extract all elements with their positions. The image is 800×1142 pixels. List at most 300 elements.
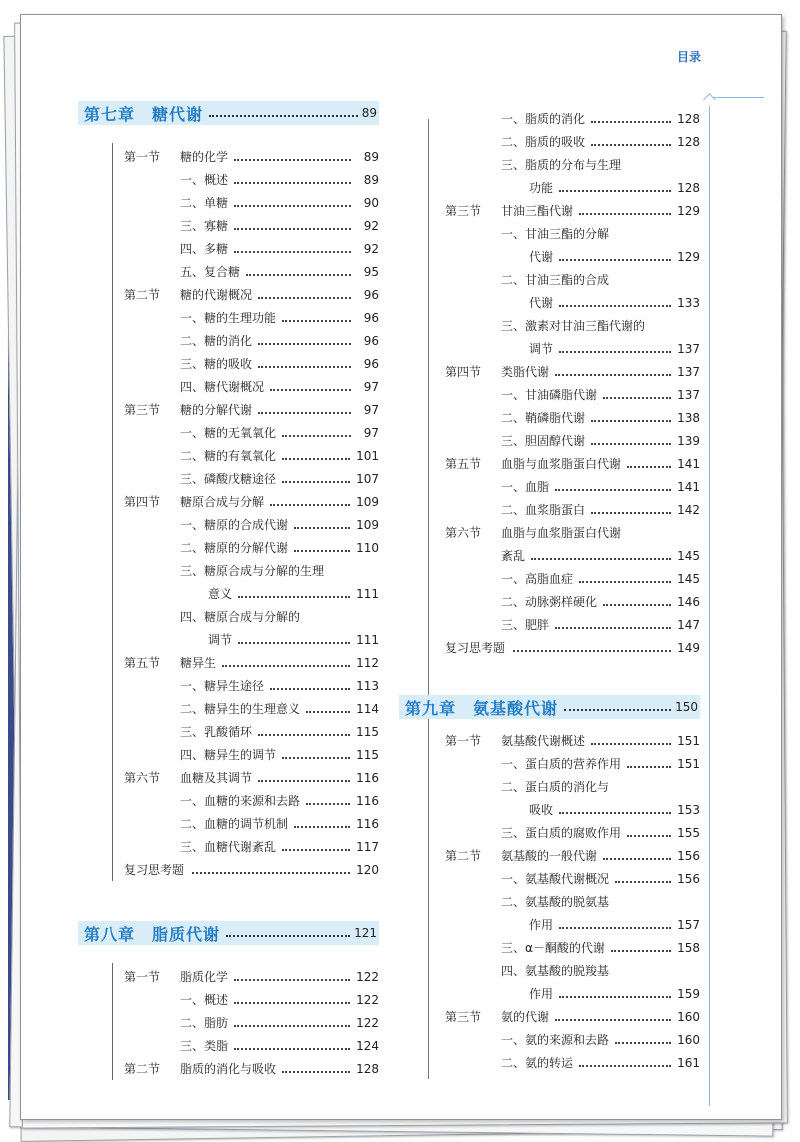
leader-dots — [294, 527, 350, 529]
chapter-page-number: 121 — [354, 926, 377, 940]
entry-title: 血脂与血浆脂蛋白代谢 — [501, 457, 622, 471]
entry-page-number: 116 — [356, 794, 379, 808]
entry-title: 二、糖异生的生理意义 — [180, 702, 301, 716]
entry-title: 一、概述 — [180, 173, 229, 187]
entry-page-number: 116 — [356, 771, 379, 785]
entry-title: 二、脂质的吸收 — [501, 135, 586, 149]
entry-page-number: 137 — [677, 342, 700, 356]
section-entry[interactable] — [180, 147, 379, 167]
subsection-entry — [180, 561, 379, 581]
entry-title: 二、甘油三酯的合成 — [501, 273, 610, 287]
subsection-entry[interactable] — [180, 745, 379, 765]
entry-title: 一、甘油三酯的分解 — [501, 227, 610, 241]
section-number: 第二节 — [124, 288, 161, 302]
entry-page-number: 114 — [356, 702, 379, 716]
subsection-entry[interactable] — [501, 823, 700, 843]
leader-dots — [234, 1048, 350, 1050]
entry-title: 四、多糖 — [180, 242, 229, 256]
subsection-entry[interactable] — [501, 132, 700, 152]
entry-title: 调节 — [529, 342, 554, 356]
leader-dots — [591, 512, 671, 514]
review-entry[interactable] — [186, 860, 379, 880]
leader-dots — [258, 780, 350, 782]
entry-title: 三、血糖代谢紊乱 — [180, 840, 277, 854]
entry-page-number: 89 — [363, 173, 379, 187]
entry-title: 三、脂质的分布与生理 — [501, 158, 622, 172]
subsection-entry[interactable] — [501, 477, 700, 497]
leader-dots — [258, 366, 351, 368]
subsection-entry[interactable] — [529, 800, 700, 820]
section-entry — [501, 523, 700, 543]
subsection-entry — [501, 777, 700, 797]
subsection-entry[interactable] — [180, 377, 379, 397]
entry-page-number: 97 — [363, 380, 379, 394]
section-number: 第三节 — [445, 204, 482, 218]
leader-dots — [579, 213, 671, 215]
section-entry[interactable] — [180, 768, 379, 788]
entry-page-number: 149 — [677, 641, 700, 655]
subsection-entry — [501, 961, 700, 981]
leader-dots — [234, 251, 351, 253]
entry-title: 一、糖的无氧氧化 — [180, 426, 277, 440]
subsection-entry[interactable] — [180, 1036, 379, 1056]
entry-title: 四、糖代谢概况 — [180, 380, 265, 394]
entry-page-number: 111 — [356, 587, 379, 601]
entry-title: 血脂与血浆脂蛋白代谢 — [501, 526, 622, 540]
leader-dots — [591, 144, 671, 146]
leader-dots — [258, 734, 350, 736]
subsection-entry[interactable] — [180, 814, 379, 834]
entry-page-number: 128 — [677, 112, 700, 126]
subsection-entry[interactable] — [180, 791, 379, 811]
review-entry[interactable] — [507, 638, 700, 658]
leader-dots — [282, 1071, 350, 1073]
leader-dots — [270, 389, 351, 391]
leader-dots — [559, 927, 671, 929]
leader-dots — [559, 351, 671, 353]
entry-title: 一、糖原的合成代谢 — [180, 518, 289, 532]
entry-page-number: 92 — [363, 242, 379, 256]
entry-title: 二、氨基酸的脱氨基 — [501, 895, 610, 909]
entry-page-number: 160 — [677, 1033, 700, 1047]
entry-page-number: 128 — [677, 181, 700, 195]
entry-page-number: 128 — [677, 135, 700, 149]
entry-page-number: 97 — [363, 403, 379, 417]
leader-dots — [513, 650, 671, 652]
leader-dots — [234, 182, 351, 184]
section-entry[interactable] — [180, 653, 379, 673]
entry-title: 功能 — [529, 181, 554, 195]
entry-page-number: 115 — [356, 725, 379, 739]
entry-page-number: 113 — [356, 679, 379, 693]
leader-dots — [209, 115, 358, 117]
section-number: 第五节 — [445, 457, 482, 471]
entry-page-number: 129 — [677, 204, 700, 218]
entry-title: 作用 — [529, 987, 554, 1001]
entry-title: 一、脂质的消化 — [501, 112, 586, 126]
entry-title: 三、激素对甘油三酯代谢的 — [501, 319, 646, 333]
entry-page-number: 109 — [356, 495, 379, 509]
chapter-page-number: 150 — [675, 700, 698, 714]
entry-title: 四、氨基酸的脱羧基 — [501, 964, 610, 978]
section-entry[interactable] — [180, 1059, 379, 1079]
entry-page-number: 139 — [677, 434, 700, 448]
entry-title: 类脂代谢 — [501, 365, 550, 379]
subsection-entry[interactable] — [501, 546, 700, 566]
entry-page-number: 137 — [677, 365, 700, 379]
leader-dots — [555, 1019, 671, 1021]
entry-page-number: 96 — [363, 311, 379, 325]
subsection-entry — [501, 892, 700, 912]
leader-dots — [555, 374, 671, 376]
subsection-entry[interactable] — [180, 331, 379, 351]
chapter-8-heading[interactable] — [78, 921, 379, 945]
leader-dots — [234, 159, 351, 161]
leader-dots — [258, 297, 351, 299]
subsection-entry[interactable] — [529, 247, 700, 267]
subsection-entry[interactable] — [529, 339, 700, 359]
leader-dots — [611, 950, 671, 952]
entry-title: 脂质化学 — [180, 970, 229, 984]
entry-page-number: 145 — [677, 572, 700, 586]
entry-title: 二、脂肪 — [180, 1016, 229, 1030]
entry-title: 作用 — [529, 918, 554, 932]
subsection-entry — [501, 316, 700, 336]
entry-page-number: 146 — [677, 595, 700, 609]
entry-page-number: 92 — [363, 219, 379, 233]
section-entry[interactable] — [180, 400, 379, 420]
section-entry[interactable] — [501, 454, 700, 474]
subsection-entry[interactable] — [529, 984, 700, 1004]
leader-dots — [603, 397, 671, 399]
entry-page-number: 89 — [363, 150, 379, 164]
leader-dots — [282, 757, 350, 759]
section-entry[interactable] — [501, 731, 700, 751]
entry-page-number: 95 — [363, 265, 379, 279]
entry-title: 一、糖的生理功能 — [180, 311, 277, 325]
entry-title: 二、血浆脂蛋白 — [501, 503, 586, 517]
subsection-entry[interactable] — [529, 293, 700, 313]
entry-page-number: 129 — [677, 250, 700, 264]
leader-dots — [282, 849, 350, 851]
leader-dots — [559, 259, 671, 261]
entry-title: 血糖及其调节 — [180, 771, 253, 785]
entry-page-number: 112 — [356, 656, 379, 670]
entry-page-number: 96 — [363, 288, 379, 302]
entry-title: 四、糖原合成与分解的 — [180, 610, 301, 624]
leader-dots — [591, 420, 671, 422]
entry-title: 糖的代谢概况 — [180, 288, 253, 302]
leader-dots — [258, 412, 351, 414]
entry-title: 一、概述 — [180, 993, 229, 1007]
entry-page-number: 157 — [677, 918, 700, 932]
entry-page-number: 128 — [356, 1062, 379, 1076]
entry-title: 代谢 — [529, 296, 554, 310]
section-number: 第四节 — [124, 495, 161, 509]
entry-title: 脂质的消化与吸收 — [180, 1062, 277, 1076]
entry-title: 二、氨的转运 — [501, 1056, 574, 1070]
entry-title: 氨的代谢 — [501, 1010, 550, 1024]
leader-dots — [238, 642, 350, 644]
subsection-entry[interactable] — [208, 584, 379, 604]
entry-title: 一、氨的来源和去路 — [501, 1033, 610, 1047]
leader-dots — [270, 688, 350, 690]
entry-title: 二、糖的有氧氧化 — [180, 449, 277, 463]
subsection-entry[interactable] — [529, 915, 700, 935]
section-number: 第二节 — [124, 1062, 161, 1076]
entry-title: 三、糖原合成与分解的生理 — [180, 564, 325, 578]
leader-dots — [238, 596, 350, 598]
entry-page-number: 90 — [363, 196, 379, 210]
subsection-entry[interactable] — [501, 431, 700, 451]
column-divider — [428, 119, 429, 1079]
section-entry[interactable] — [501, 201, 700, 221]
leader-dots — [222, 665, 350, 667]
entry-page-number: 156 — [677, 872, 700, 886]
leader-dots — [282, 458, 350, 460]
leader-dots — [579, 1065, 671, 1067]
section-number: 第三节 — [445, 1010, 482, 1024]
entry-title: 三、类脂 — [180, 1039, 229, 1053]
leader-dots — [603, 858, 671, 860]
entry-page-number: 158 — [677, 941, 700, 955]
subsection-entry — [501, 155, 700, 175]
subsection-entry — [180, 607, 379, 627]
section-number: 第五节 — [124, 656, 161, 670]
leader-dots — [192, 872, 350, 874]
entry-title: 糖异生 — [180, 656, 217, 670]
entry-title: 二、单糖 — [180, 196, 229, 210]
toc-page — [20, 14, 782, 1120]
entry-title: 三、乳酸循环 — [180, 725, 253, 739]
subsection-entry[interactable] — [180, 469, 379, 489]
subsection-entry[interactable] — [180, 676, 379, 696]
leader-dots — [270, 504, 350, 506]
subsection-entry[interactable] — [501, 1053, 700, 1073]
leader-dots — [234, 1025, 350, 1027]
entry-title: 三、蛋白质的腐败作用 — [501, 826, 622, 840]
entry-title: 二、血糖的调节机制 — [180, 817, 289, 831]
leader-dots — [531, 558, 671, 560]
section-entry[interactable] — [180, 285, 379, 305]
subsection-entry[interactable] — [180, 216, 379, 236]
entry-page-number: 96 — [363, 357, 379, 371]
subsection-entry[interactable] — [501, 869, 700, 889]
leader-dots — [591, 743, 671, 745]
entry-title: 三、糖的吸收 — [180, 357, 253, 371]
entry-title: 一、血糖的来源和去路 — [180, 794, 301, 808]
subsection-entry[interactable] — [180, 837, 379, 857]
entry-title: 糖原合成与分解 — [180, 495, 265, 509]
entry-title: 三、α－酮酸的代谢 — [501, 941, 605, 955]
section-number: 第一节 — [445, 734, 482, 748]
subsection-entry[interactable] — [180, 1013, 379, 1033]
entry-page-number: 147 — [677, 618, 700, 632]
leader-dots — [615, 881, 671, 883]
entry-title: 氨基酸的一般代谢 — [501, 849, 598, 863]
page-header-label: 目录 — [676, 50, 701, 64]
entry-page-number: 141 — [677, 457, 700, 471]
entry-title: 紊乱 — [501, 549, 526, 563]
leader-dots — [627, 835, 671, 837]
subsection-entry[interactable] — [501, 615, 700, 635]
entry-page-number: 109 — [356, 518, 379, 532]
subsection-entry[interactable] — [180, 538, 379, 558]
entry-page-number: 156 — [677, 849, 700, 863]
entry-title: 调节 — [208, 633, 233, 647]
entry-page-number: 153 — [677, 803, 700, 817]
leader-dots — [627, 466, 671, 468]
entry-title: 一、氨基酸代谢概况 — [501, 872, 610, 886]
chapter-9-heading[interactable] — [399, 695, 700, 719]
entry-title: 氨基酸代谢概述 — [501, 734, 586, 748]
subsection-entry[interactable] — [501, 408, 700, 428]
leader-dots — [234, 228, 351, 230]
entry-title: 意义 — [208, 587, 233, 601]
chapter-title: 第九章 氨基酸代谢 — [405, 698, 559, 718]
subsection-entry[interactable] — [180, 193, 379, 213]
section-entry[interactable] — [501, 362, 700, 382]
entry-title: 二、蛋白质的消化与 — [501, 780, 610, 794]
section-number: 第一节 — [124, 150, 161, 164]
entry-page-number: 155 — [677, 826, 700, 840]
entry-page-number: 101 — [356, 449, 379, 463]
entry-title: 一、高脂血症 — [501, 572, 574, 586]
leader-dots — [234, 1002, 350, 1004]
section-number: 第二节 — [445, 849, 482, 863]
section-entry[interactable] — [501, 1007, 700, 1027]
entry-title: 二、鞘磷脂代谢 — [501, 411, 586, 425]
leader-dots — [559, 190, 671, 192]
leader-dots — [555, 489, 671, 491]
entry-page-number: 110 — [356, 541, 379, 555]
entry-page-number: 115 — [356, 748, 379, 762]
entry-title: 二、糖的消化 — [180, 334, 253, 348]
entry-page-number: 116 — [356, 817, 379, 831]
subsection-entry[interactable] — [208, 630, 379, 650]
entry-title: 代谢 — [529, 250, 554, 264]
entry-page-number: 124 — [356, 1039, 379, 1053]
section-number: 第一节 — [124, 970, 161, 984]
subsection-entry[interactable] — [180, 515, 379, 535]
entry-page-number: 160 — [677, 1010, 700, 1024]
margin-marker — [709, 97, 764, 1106]
subsection-entry[interactable] — [180, 722, 379, 742]
entry-title: 二、动脉粥样硬化 — [501, 595, 598, 609]
subsection-entry[interactable] — [180, 308, 379, 328]
leader-dots — [258, 343, 351, 345]
entry-page-number: 142 — [677, 503, 700, 517]
subsection-entry[interactable] — [501, 1030, 700, 1050]
leader-dots — [591, 443, 671, 445]
subsection-entry[interactable] — [180, 423, 379, 443]
entry-title: 一、蛋白质的营养作用 — [501, 757, 622, 771]
entry-page-number: 97 — [363, 426, 379, 440]
subsection-entry[interactable] — [501, 109, 700, 129]
leader-dots — [282, 481, 350, 483]
subsection-entry[interactable] — [529, 178, 700, 198]
section-entry[interactable] — [501, 846, 700, 866]
entry-page-number: 96 — [363, 334, 379, 348]
entry-page-number: 151 — [677, 734, 700, 748]
leader-dots — [603, 604, 671, 606]
section-number: 第三节 — [124, 403, 161, 417]
subsection-entry[interactable] — [180, 699, 379, 719]
section-number: 第六节 — [445, 526, 482, 540]
entry-title: 吸收 — [529, 803, 554, 817]
entry-title: 四、糖异生的调节 — [180, 748, 277, 762]
subsection-entry[interactable] — [180, 239, 379, 259]
entry-page-number: 122 — [356, 993, 379, 1007]
entry-title: 三、寡糖 — [180, 219, 229, 233]
subsection-entry[interactable] — [501, 569, 700, 589]
section-bracket-line — [112, 143, 113, 881]
section-bracket-line — [112, 963, 113, 1080]
entry-page-number: 137 — [677, 388, 700, 402]
subsection-entry — [501, 224, 700, 244]
entry-page-number: 117 — [356, 840, 379, 854]
leader-dots — [234, 205, 351, 207]
leader-dots — [294, 826, 350, 828]
review-questions-label: 复习思考题 — [445, 641, 506, 655]
entry-page-number: 122 — [356, 970, 379, 984]
leader-dots — [226, 935, 350, 937]
section-number: 第四节 — [445, 365, 482, 379]
subsection-entry[interactable] — [180, 170, 379, 190]
entry-title: 糖的化学 — [180, 150, 229, 164]
chapter-7-heading[interactable] — [78, 101, 379, 125]
subsection-entry — [501, 270, 700, 290]
leader-dots — [579, 581, 671, 583]
subsection-entry[interactable] — [501, 500, 700, 520]
entry-page-number: 141 — [677, 480, 700, 494]
subsection-entry[interactable] — [180, 990, 379, 1010]
subsection-entry[interactable] — [501, 385, 700, 405]
entry-title: 五、复合糖 — [180, 265, 241, 279]
entry-title: 三、肥胖 — [501, 618, 550, 632]
subsection-entry[interactable] — [501, 592, 700, 612]
leader-dots — [294, 550, 350, 552]
leader-dots — [555, 627, 671, 629]
leader-dots — [559, 812, 671, 814]
review-questions-label: 复习思考题 — [124, 863, 185, 877]
section-entry[interactable] — [180, 967, 379, 987]
subsection-entry[interactable] — [180, 354, 379, 374]
entry-title: 一、糖异生途径 — [180, 679, 265, 693]
entry-page-number: 159 — [677, 987, 700, 1001]
subsection-entry[interactable] — [180, 446, 379, 466]
entry-title: 一、甘油磷脂代谢 — [501, 388, 598, 402]
entry-title: 三、胆固醇代谢 — [501, 434, 586, 448]
entry-page-number: 120 — [356, 863, 379, 877]
section-number: 第六节 — [124, 771, 161, 785]
section-entry[interactable] — [180, 492, 379, 512]
subsection-entry[interactable] — [501, 938, 700, 958]
subsection-entry[interactable] — [501, 754, 700, 774]
subsection-entry[interactable] — [180, 262, 379, 282]
chapter-title: 第八章 脂质代谢 — [84, 924, 221, 944]
leader-dots — [627, 766, 671, 768]
leader-dots — [282, 435, 351, 437]
leader-dots — [591, 121, 671, 123]
leader-dots — [282, 320, 351, 322]
entry-page-number: 138 — [677, 411, 700, 425]
chapter-page-number: 89 — [361, 106, 377, 120]
entry-title: 甘油三酯代谢 — [501, 204, 574, 218]
entry-page-number: 133 — [677, 296, 700, 310]
leader-dots — [306, 711, 350, 713]
entry-title: 三、磷酸戊糖途径 — [180, 472, 277, 486]
